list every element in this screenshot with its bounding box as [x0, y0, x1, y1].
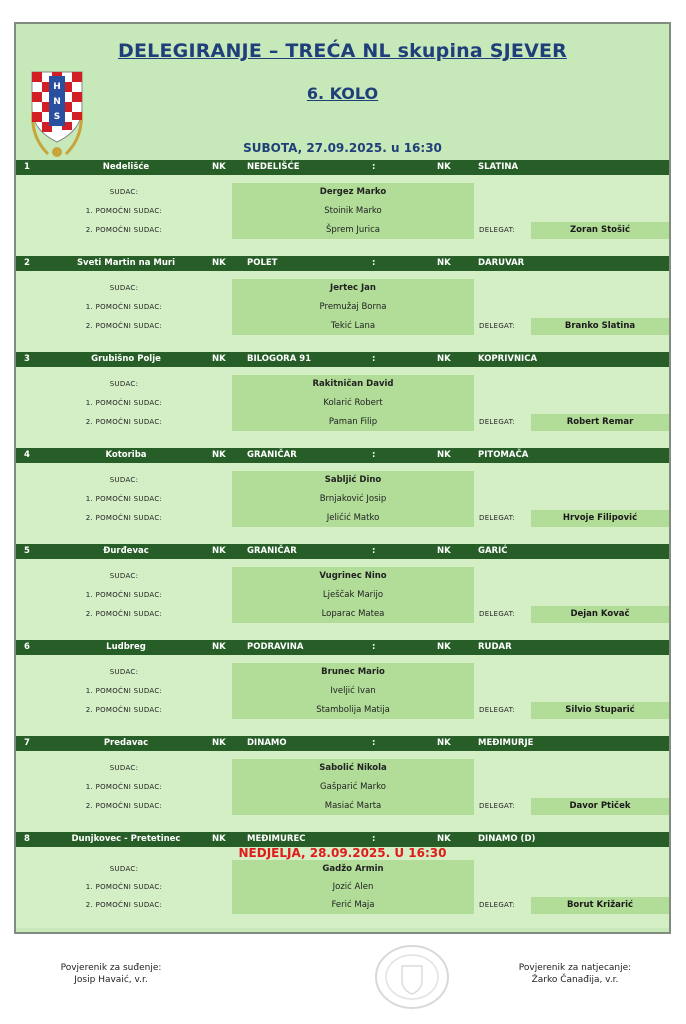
sheet-header	[16, 24, 669, 160]
delegate-name: Dejan Kovač	[570, 609, 630, 619]
match-number: 3	[24, 354, 30, 364]
delegate-label: DELEGAT:	[479, 322, 516, 330]
away-club-prefix: NK	[437, 834, 451, 844]
away-club-prefix: NK	[437, 450, 451, 460]
referee-name: Vugrinec Nino	[319, 571, 387, 581]
match-number: 4	[24, 450, 30, 460]
referee-name: Sabolić Nikola	[319, 763, 387, 773]
delegation-sheet	[14, 22, 671, 934]
delegate-label: DELEGAT:	[479, 802, 516, 810]
svg-text:S: S	[53, 112, 61, 122]
away-team: DARUVAR	[478, 258, 525, 268]
assistant2-label: 2. POMOĆNI SUDAC:	[85, 706, 163, 714]
home-club-prefix: NK	[212, 738, 226, 748]
referee-name: Sabljić Dino	[324, 475, 382, 485]
assistant2-name: Masiać Marta	[324, 801, 382, 811]
assistant2-name: Paman Filip	[328, 417, 378, 427]
assistant1-label: 1. POMOĆNI SUDAC:	[85, 303, 163, 311]
match-venue: Predavac	[103, 738, 149, 748]
svg-text:H: H	[53, 82, 61, 92]
assistant1-name: Jozić Alen	[332, 882, 374, 892]
assistant2-label: 2. POMOĆNI SUDAC:	[85, 322, 163, 330]
assistant1-name: Premužaj Borna	[319, 302, 387, 312]
home-club-prefix: NK	[212, 450, 226, 460]
page-title: DELEGIRANJE – TREĆA NL skupina SJEVER	[118, 40, 567, 62]
away-team: MEĐIMURJE	[478, 738, 534, 748]
home-team: POLET	[247, 258, 278, 268]
assistant1-name: Gašparić Marko	[320, 782, 386, 792]
officials-panel	[16, 655, 669, 736]
delegate-name: Robert Remar	[566, 417, 634, 427]
footer-left-role: Povjerenik za suđenje:	[60, 963, 162, 973]
assistant1-name: Brnjaković Josip	[319, 494, 387, 504]
delegate-label: DELEGAT:	[479, 514, 516, 522]
match-venue: Ludbreg	[106, 642, 146, 652]
home-team: GRANIČAR	[247, 546, 297, 556]
away-team: PITOMAČA	[478, 450, 529, 460]
assistant2-name: Tekić Lana	[330, 321, 376, 331]
delegate-label: DELEGAT:	[479, 418, 516, 426]
delegate-name: Branko Slatina	[564, 321, 636, 331]
away-team: RUDAR	[478, 642, 512, 652]
officials-panel	[16, 751, 669, 832]
match-number: 8	[24, 834, 30, 844]
away-club-prefix: NK	[437, 546, 451, 556]
assistant1-label: 1. POMOĆNI SUDAC:	[85, 495, 163, 503]
delegate-label: DELEGAT:	[479, 226, 516, 234]
referee-name: Brunec Mario	[321, 667, 385, 677]
officials-panel	[16, 367, 669, 448]
match-block	[16, 256, 669, 352]
home-club-prefix: NK	[212, 546, 226, 556]
delegate-label: DELEGAT:	[479, 901, 516, 909]
match-block	[16, 832, 669, 928]
score-separator: :	[372, 738, 376, 748]
home-club-prefix: NK	[212, 834, 226, 844]
match-header-bar	[16, 832, 669, 847]
away-team: DINAMO (D)	[478, 834, 536, 844]
home-club-prefix: NK	[212, 642, 226, 652]
score-separator: :	[372, 450, 376, 460]
assistant2-label: 2. POMOĆNI SUDAC:	[85, 514, 163, 522]
referee-name: Jertec Jan	[330, 283, 376, 293]
assistant2-label: 2. POMOĆNI SUDAC:	[85, 610, 163, 618]
match-venue: Nedelišće	[102, 162, 150, 172]
assistant2-name: Loparac Matea	[321, 609, 385, 619]
match-header-bar	[16, 640, 669, 655]
referee-label: SUDAC:	[109, 764, 139, 772]
match-venue: Kotoriba	[105, 450, 147, 460]
assistant1-label: 1. POMOĆNI SUDAC:	[85, 591, 163, 599]
referee-label: SUDAC:	[109, 865, 139, 873]
round-title: 6. KOLO	[306, 84, 379, 103]
delegate-label: DELEGAT:	[479, 706, 516, 714]
officials-panel	[16, 463, 669, 544]
alternate-date: NEDJELJA, 28.09.2025. U 16:30	[238, 846, 447, 860]
footer-left-name: Josip Havaić, v.r.	[74, 975, 148, 985]
assistant2-label: 2. POMOĆNI SUDAC:	[85, 901, 163, 909]
match-header-bar	[16, 736, 669, 751]
home-club-prefix: NK	[212, 162, 226, 172]
assistant2-label: 2. POMOĆNI SUDAC:	[85, 418, 163, 426]
away-club-prefix: NK	[437, 258, 451, 268]
away-club-prefix: NK	[437, 162, 451, 172]
assistant2-label: 2. POMOĆNI SUDAC:	[85, 802, 163, 810]
score-separator: :	[372, 834, 376, 844]
match-block	[16, 448, 669, 544]
score-separator: :	[372, 354, 376, 364]
delegate-name: Borut Križarić	[566, 900, 634, 910]
match-venue: Sveti Martin na Muri	[76, 258, 176, 268]
assistant1-label: 1. POMOĆNI SUDAC:	[85, 883, 163, 891]
home-team: NEDELIŠĆE	[247, 162, 300, 172]
referee-label: SUDAC:	[109, 572, 139, 580]
assistant1-label: 1. POMOĆNI SUDAC:	[85, 207, 163, 215]
referee-label: SUDAC:	[109, 380, 139, 388]
away-team: KOPRIVNICA	[478, 354, 538, 364]
svg-text:N: N	[53, 97, 61, 107]
match-number: 1	[24, 162, 30, 172]
home-club-prefix: NK	[212, 258, 226, 268]
match-block	[16, 736, 669, 832]
assistant2-name: Šprem Jurica	[326, 225, 380, 235]
away-club-prefix: NK	[437, 354, 451, 364]
match-header-bar	[16, 352, 669, 367]
assistant1-label: 1. POMOĆNI SUDAC:	[85, 687, 163, 695]
match-header-bar	[16, 448, 669, 463]
home-team: MEĐIMUREC	[247, 834, 306, 844]
footer-right-signature	[490, 962, 660, 986]
match-venue: Dunjkovec - Pretetinec	[71, 834, 181, 844]
assistant2-label: 2. POMOĆNI SUDAC:	[85, 226, 163, 234]
delegate-name: Silvio Stuparić	[565, 705, 635, 715]
score-separator: :	[372, 642, 376, 652]
match-block	[16, 352, 669, 448]
delegate-name: Zoran Stošić	[570, 225, 630, 235]
match-header-bar	[16, 160, 669, 175]
match-date: SUBOTA, 27.09.2025. u 16:30	[243, 141, 442, 155]
score-separator: :	[372, 162, 376, 172]
match-venue: Grubišno Polje	[91, 354, 161, 364]
assistant1-name: Stoinik Marko	[324, 206, 382, 216]
assistant2-name: Stambolija Matija	[316, 705, 390, 715]
assistant1-name: Kolarić Robert	[323, 398, 383, 408]
assistant2-name: Jeličić Matko	[326, 513, 380, 523]
match-block	[16, 640, 669, 736]
match-block	[16, 160, 669, 256]
referee-label: SUDAC:	[109, 188, 139, 196]
match-header-bar	[16, 256, 669, 271]
officials-panel	[16, 559, 669, 640]
referee-name: Rakitničan David	[312, 379, 394, 389]
home-team: DINAMO	[247, 738, 287, 748]
away-team: GARIĆ	[478, 546, 508, 556]
referee-name: Dergez Marko	[319, 187, 387, 197]
assistant1-label: 1. POMOĆNI SUDAC:	[85, 399, 163, 407]
assistant1-name: Lješčak Marijo	[322, 590, 384, 600]
official-stamp	[372, 944, 452, 1010]
referee-label: SUDAC:	[109, 668, 139, 676]
home-team: GRANIČAR	[247, 450, 297, 460]
match-venue: Đurđevac	[103, 546, 149, 556]
assistant1-label: 1. POMOĆNI SUDAC:	[85, 783, 163, 791]
footer-left-signature	[36, 962, 186, 986]
delegate-name: Davor Ptiček	[569, 801, 631, 811]
referee-label: SUDAC:	[109, 284, 139, 292]
match-header-bar	[16, 544, 669, 559]
home-team: BILOGORA 91	[247, 354, 312, 364]
officials-panel	[16, 271, 669, 352]
match-number: 6	[24, 642, 30, 652]
match-number: 7	[24, 738, 30, 748]
referee-name: Gadžo Armin	[322, 864, 384, 874]
delegate-name: Hrvoje Filipović	[562, 513, 638, 523]
match-number: 5	[24, 546, 30, 556]
away-club-prefix: NK	[437, 642, 451, 652]
officials-panel	[16, 847, 669, 928]
home-club-prefix: NK	[212, 354, 226, 364]
footer-right-name: Žarko Čanađija, v.r.	[531, 975, 619, 985]
score-separator: :	[372, 258, 376, 268]
assistant2-name: Ferić Maja	[331, 900, 375, 910]
match-number: 2	[24, 258, 30, 268]
score-separator: :	[372, 546, 376, 556]
home-team: PODRAVINA	[247, 642, 304, 652]
referee-label: SUDAC:	[109, 476, 139, 484]
footer-right-role: Povjerenik za natjecanje:	[518, 963, 632, 973]
away-team: SLATINA	[478, 162, 519, 172]
match-block	[16, 544, 669, 640]
officials-panel	[16, 175, 669, 256]
away-club-prefix: NK	[437, 738, 451, 748]
assistant1-name: Iveljić Ivan	[330, 686, 376, 696]
delegate-label: DELEGAT:	[479, 610, 516, 618]
